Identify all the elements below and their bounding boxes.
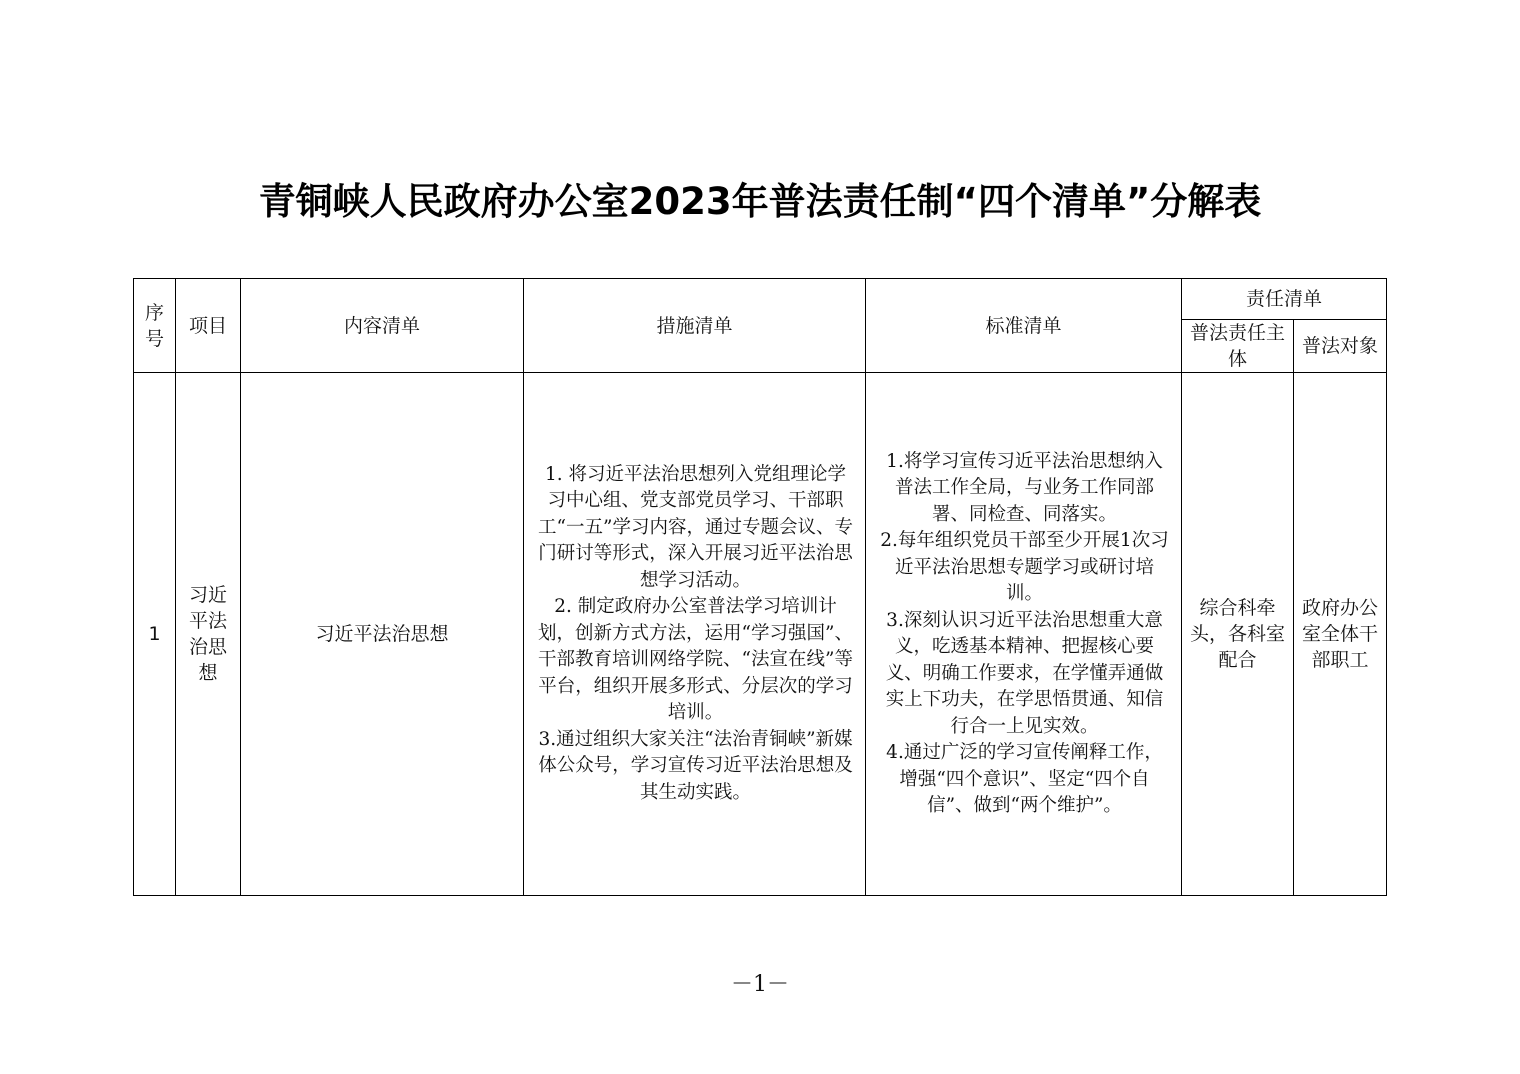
row-content: 习近平法治思想 [241,373,524,896]
header-index: 序号 [134,279,176,373]
row-standards [866,373,1182,896]
header-target: 普法对象 [1294,320,1387,373]
row-project: 习近平法治思想 [176,373,241,896]
standard-item: 3.深刻认识习近平法治思想重大意义，吃透基本精神、把握核心要义、明确工作要求，在学懂弄通做实上下功夫，在学思悟贯通、知信行合一上见实效。 [885,609,1164,737]
measure-item: 2. 制定政府办公室普法学习培训计划，创新方式方法，运用“学习强国”、干部教育培训网络学院、“法宣在线”等平台，组织开展多形式、分层次的学习培训。 [538,596,853,724]
header-project: 项目 [176,279,241,373]
row-subject: 综合科牵头，各科室配合 [1182,373,1294,896]
standard-item: 1.将学习宣传习近平法治思想纳入普法工作全局，与业务工作同部署、同检查、同落实。 [886,450,1163,525]
header-content: 内容清单 [241,279,524,373]
header-measures: 措施清单 [524,279,866,373]
page-number: －1－ [731,972,789,997]
row-target: 政府办公室全体干部职工 [1294,373,1387,896]
measure-item: 1. 将习近平法治思想列入党组理论学习中心组、党支部党员学习、干部职工“一五”学习内容，通过专题会议、专门研讨等形式，深入开展习近平法治思想学习活动。 [538,463,853,591]
responsibility-table [133,278,1387,896]
standard-item: 4.通过广泛的学习宣传阐释工作，增强“四个意识”、坚定“四个自信”、做到“两个维护”。 [886,742,1163,816]
header-subject: 普法责任主体 [1182,320,1294,373]
table-row [134,373,1387,896]
header-standards: 标准清单 [866,279,1182,373]
header-responsibility: 责任清单 [1182,279,1387,320]
row-index: 1 [134,373,176,896]
document-title: 青铜峡人民政府办公室2023年普法责任制“四个清单”分解表 [258,180,1262,223]
standard-item: 2.每年组织党员干部至少开展1次习近平法治思想专题学习或研讨培训。 [880,530,1169,604]
row-measures [524,373,866,896]
measure-item: 3.通过组织大家关注“法治青铜峡”新媒体公众号，学习宣传习近平法治思想及其生动实践。 [538,728,853,803]
